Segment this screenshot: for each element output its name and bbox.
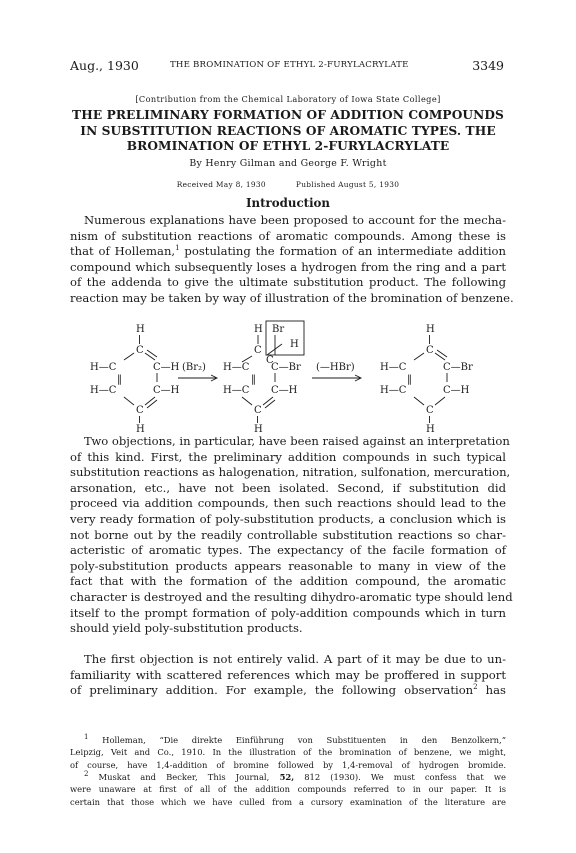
journal-name: This Journal, [207,772,270,782]
footnote [70,771,506,808]
atom-label: H [254,424,263,432]
bond-mark: ‖ [407,374,412,385]
atom-label: C [254,405,262,416]
atom-label: H [254,324,263,335]
atom-label: Br [272,324,285,335]
bond-label: H—C [223,385,250,396]
atom-label: C [266,355,274,366]
atom-label: H [426,424,435,432]
text-fragment: 812 (1930). We must confess that we [294,772,506,782]
benzene-structure [90,324,180,432]
reaction-scheme [70,320,506,432]
bond-label: H—C [380,385,407,396]
title-line: IN SUBSTITUTION REACTIONS OF AROMATIC TYPES. THE [80,123,496,138]
text-line: compound which subsequently loses a hydrogen from the ring and a part [70,259,506,274]
text-line: Two objections, in particular, have been raised against an interpretation [84,434,510,448]
footnote-line: certain that those which we have culled from a cursory examination of the literature are [70,796,506,807]
bond-mark: ‖ [117,374,122,385]
atom-label: H [136,324,145,335]
footnote-line [70,734,506,746]
dates-line [70,180,506,189]
title-line: BROMINATION OF ETHYL 2-FURYLACRYLATE [126,139,450,153]
reagent-label: (—HBr) [316,362,355,373]
footnote-ref: 2 [473,683,478,692]
bond-label: C—H [153,362,180,373]
text-line: acteristic of aromatic types. The expectancy of the facile formation of [70,543,506,558]
footnote-line: Leipzig, Veit and Co., 1910. In the illustration of the bromination of benzene, we might, [70,747,506,758]
bond-label: C—H [153,385,180,396]
atom-label: C [426,345,434,356]
atom-label: C [136,345,144,356]
footnote-number: 2 [84,770,89,779]
atom-label: C [426,405,434,416]
text-fragment: Muskat and Becker, [98,772,208,782]
paragraph [70,213,514,307]
footnote-line [70,771,506,783]
text-line: proceed via addition compounds, then such reactions should lead to the [70,496,506,511]
text-line: The first objection is not entirely valid. A part of it may be due to un- [84,652,506,666]
running-head-title: THE BROMINATION OF ETHYL 2-FURYLACRYLATE [170,60,409,70]
addition-compound-structure [223,321,304,432]
page-number: 3349 [472,58,504,73]
atom-label: H [426,324,435,335]
text-line: reaction may be taken by way of illustration of the bromination of benzene. [70,290,514,305]
atom-label: H [290,339,299,350]
atom-label: C [136,405,144,416]
text-line: familiarity with scattered references which may be proffered in support [70,667,506,682]
bond-label: C—Br [271,362,301,373]
text-line: should yield poly-substitution products. [70,621,303,636]
section-heading: Introduction [245,196,330,210]
bond-label: H—C [223,362,250,373]
bond-label: H—C [90,385,117,396]
reagent-label: (Br₂) [182,362,206,373]
text-line [70,244,506,260]
received-date: Received May 8, 1930 [176,180,266,189]
footnote [70,734,506,771]
atom-label: C [254,345,262,356]
reaction-scheme-svg [70,320,506,432]
contribution-line: [Contribution from the Chemical Laboratory of Iowa State College] [135,94,441,104]
footnote-line: were unaware at first of all of the addition compounds referred to in our paper. It is [70,784,506,795]
text-fragment: Holleman, “Die direkte Einführung von Substituenten in den Benzolkern,” [102,735,506,745]
text-line: poly-substitution products appears reasonable to many in view of the [70,558,506,573]
text-line: not borne out by the readily controllable substitution reactions so char- [70,527,506,542]
paragraph [70,652,506,699]
text-line: Numerous explanations have been proposed to account for the mecha- [84,213,506,227]
text-line: arsonation, etc., have not been isolated. Second, if substitution did [70,480,506,495]
text-line: character is destroyed and the resulting dihydro-aromatic type should lend [70,589,513,604]
title-line: THE PRELIMINARY FORMATION OF ADDITION COMPOUNDS [72,108,504,122]
bond-label: H—C [380,362,407,373]
text-line: nism of substitution reactions of aromatic compounds. Among these is [70,228,506,243]
bond-mark: ‖ [251,374,256,385]
text-fragment: that of Holleman, [70,244,176,259]
bond-label: C—H [443,385,470,396]
footnote-number: 1 [84,733,89,742]
text-line: itself to the prompt formation of poly-addition compounds which in turn [70,605,506,620]
text-fragment: has [477,683,507,698]
text-line: very ready formation of poly-substitution products, a conclusion which is [70,511,506,526]
volume-number: 52, [269,772,295,782]
text-line: substitution reactions as halogenation, nitration, sulfonation, mercuration, [70,465,511,480]
text-fragment: of preliminary addition. For example, the following observation [70,683,474,698]
footnote-ref: 1 [175,244,180,253]
article-title [66,108,510,155]
paragraph [70,434,513,637]
text-fragment: postulating the formation of an intermediate addition [179,244,506,259]
text-line: fact that with the formation of the addition compound, the aromatic [70,574,506,589]
running-head-date: Aug., 1930 [70,58,139,73]
published-date: Published August 5, 1930 [295,180,400,189]
text-line: of this kind. First, the preliminary addition compounds in such typical [70,449,506,464]
bond-label: C—H [271,385,298,396]
text-line [70,683,506,699]
bond-label: H—C [90,362,117,373]
footnote-line: of course, have 1,4-addition of bromine followed by 1,4-removal of hydrogen bromide. [70,759,506,770]
bond-label: C—Br [443,362,473,373]
bromobenzene-structure [380,324,473,432]
text-line: of the addenda to give the ultimate substitution product. The following [70,275,506,290]
authors: By Henry Gilman and George F. Wright [189,158,387,169]
running-head [70,58,506,74]
atom-label: H [136,424,145,432]
